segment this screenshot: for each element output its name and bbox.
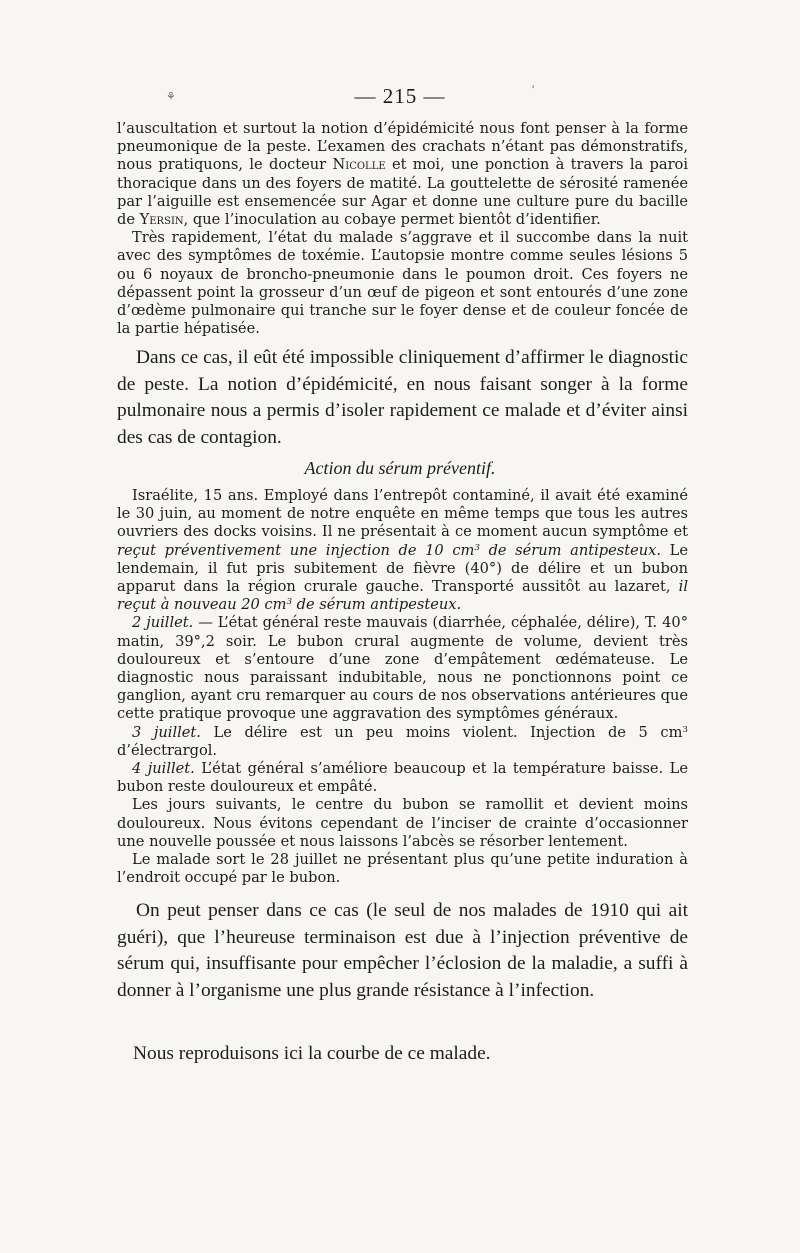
- paragraph: Très rapidement, l’état du malade s’aggrave et il succombe dans la nuit avec des symptômes de toxémie. L’autopsie montre comme seules lésions 5 ou 6 noyaux de broncho-pneumonie dans le poumon droit. Ces foyers ne dépassent point la grosseur d’un œuf de pigeon et sont entourés d’une zone d’œdème pulmonaire qui tranche sur le foyer dense et de couleur foncée de la partie hépatisée.: [117, 229, 688, 338]
- author-name: Yersin: [139, 211, 184, 229]
- author-name: Nicolle: [332, 156, 386, 174]
- page-number: — 215 —: [354, 84, 446, 108]
- paragraph-interpretation: [117, 898, 688, 1004]
- paragraph-conclusion: [117, 345, 688, 451]
- entry-date: 2 juillet.: [132, 614, 194, 632]
- paragraph-dated-entry: 2 juillet. — L’état général reste mauvais (diarrhée, céphalée, délire), T. 40° matin, 39°,2 soir. Le bubon crural augmente de volume, devient très douloureux et s’entoure d’une zone d’empâtement œdémateuse. Le diagnostic nous paraissant indubitable, nous ne ponctionnons point ce ganglion, ayant cru remarquer au cours de nos observations antérieures que cette pratique provoque une aggravation des symptômes généraux.: [117, 614, 688, 723]
- paragraph-dated-entry: 4 juillet. L’état général s’améliore beaucoup et la température baisse. Le bubon reste douloureux et empâté.: [117, 760, 688, 796]
- section-heading: Action du sérum préventif.: [304, 458, 496, 478]
- entry-date: 4 juillet.: [132, 760, 195, 778]
- paragraph: Les jours suivants, le centre du bubon se ramollit et devient moins douloureux. Nous évitons cependant de l’inciser de crainte d’occasionner une nouvelle poussée et nous laissons l’abcès se résorber lentement.: [117, 796, 688, 850]
- paragraph-dated-entry: 3 juillet. Le délire est un peu moins violent. Injection de 5 $cm^3$ d’électrargol.: [117, 723, 688, 759]
- paragraph-group-case-description: [117, 120, 688, 338]
- paragraph: Dans ce cas, il eût été impossible cliniquement d’affirmer le diagnostic de peste. La notion d’épidémicité, en nous faisant songer à la forme pulmonaire nous a permis d’isoler rapidement ce malade et d’éviter ainsi des cas de contagion.: [117, 347, 688, 448]
- paragraph: On peut penser dans ce cas (le seul de nos malades de 1910 qui ait guéri), que l’heureuse terminaison est due à l’injection préventive de sérum qui, insuffisante pour empêcher l’éclosion de la maladie, a suffi à donner à l’organisme une plus grande résistance à l’infection.: [117, 900, 688, 1001]
- paragraph: Le malade sort le 28 juillet ne présentant plus qu’une petite induration à l’endroit occupé par le bubon.: [117, 851, 688, 887]
- closing-sentence: Nous reproduisons ici la courbe de ce malade.: [133, 1043, 491, 1064]
- entry-date: 3 juillet.: [132, 723, 201, 741]
- paragraph-group-case-report: [117, 487, 688, 887]
- paragraph: Israélite, 15 ans. Employé dans l’entrepôt contaminé, il avait été examiné le 30 juin, au moment de notre enquête en même temps que tous les autres ouvriers des docks voisins. Il ne présentait à ce moment aucun symptôme et reçut préventivement une injection de 10 $cm^3$ de sérum antipesteux. Le lendemain, il fut pris subitement de fièvre (40°) de délire et un bubon apparut dans la région crurale gauche. Transporté aussitôt au lazaret, il reçut à nouveau 20 $cm^3$ de sérum antipesteux.: [117, 487, 688, 614]
- print-speck-mark: ⚘: [166, 90, 176, 103]
- paragraph: l’auscultation et surtout la notion d’épidémicité nous font penser à la forme pneumonique de la peste. L’examen des crachats n’étant pas démonstratifs, nous pratiquons, le docteur Nicolle et moi, une ponction à travers la paroi thoracique dans un des foyers de matité. La gouttelette de sérosité ramenée par l’aiguille est ensemencée sur Agar et donne une culture pure du bacille de Yersin, que l’inoculation au cobaye permet bientôt d’identifier.: [117, 120, 688, 229]
- print-speck-mark: ʼ: [531, 84, 535, 97]
